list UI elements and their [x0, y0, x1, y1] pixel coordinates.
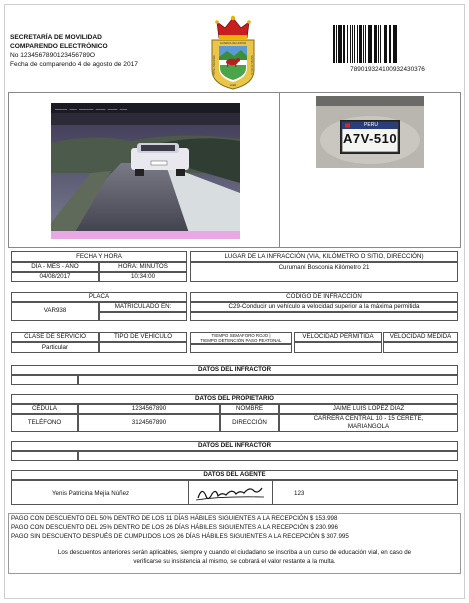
- nombre-value: JAIME LUIS LOPEZ DIAZ: [332, 405, 405, 412]
- telefono-value-box: [78, 414, 220, 432]
- semaforo-label-box: [190, 332, 292, 344]
- seal-text-top: GUARDIA DE HONOR: [219, 42, 247, 45]
- telefono-label: TELÉFONO: [27, 419, 62, 426]
- agente-name: Yenis Patricina Mejía Núñez: [52, 490, 130, 497]
- vel-medida-value-box: [383, 342, 458, 353]
- hora-value: 10:34:00: [130, 273, 156, 280]
- codigo-heading-box: [190, 292, 458, 302]
- infractor2-cell-a: [11, 451, 78, 461]
- lugar-value: Curumaní Bosconia Kilómetro 21: [278, 264, 370, 271]
- vel-permitida-value-box: [294, 342, 382, 353]
- infractor2-heading-box: [11, 441, 458, 451]
- infractor1-cell-b: [78, 375, 458, 385]
- direccion-value-1: CARRERA CENTRAL 10 - 15 CERETE,: [313, 415, 424, 422]
- seal-text-left: HOTEL NACIONAL: [213, 54, 216, 76]
- lugar-value-box: [190, 262, 458, 282]
- hora-label: HORA: MINUTOS: [118, 263, 168, 270]
- infractor1-heading-box: [11, 365, 458, 375]
- fecha-hora-heading-box: [11, 251, 187, 262]
- plate-photo: [316, 96, 424, 168]
- infractor1-heading: DATOS DEL INFRACTOR: [197, 366, 272, 373]
- comparendo-number: No 1234567890123456789O: [10, 52, 96, 59]
- header-block: [10, 33, 138, 69]
- placa-value-box: [11, 302, 99, 321]
- infractor1-cell-a: [11, 375, 78, 385]
- placa-value: VAR938: [43, 307, 67, 314]
- cedula-label: CÉDULA: [31, 405, 58, 412]
- fecha-label-box: [11, 262, 99, 272]
- infractor2-heading: DATOS DEL INFRACTOR: [197, 442, 272, 449]
- agente-row-box: [11, 480, 458, 505]
- telefono-label-box: [11, 414, 78, 432]
- clase-label: CLASE DE SERVICIO: [24, 333, 86, 340]
- pagos-box: [8, 513, 461, 574]
- propietario-heading: DATOS DEL PROPIETARIO: [195, 395, 274, 402]
- plate-number: A7V-510: [342, 131, 398, 146]
- pago-25: PAGO CON DESCUENTO DEL 25% DENTRO DE LOS 26 DÍAS HÁBILES SIGUIENTES A LA RECEPCIÓN $ 230.996: [11, 524, 338, 531]
- header-title-1: SECRETARÍA DE MOVILIDAD: [10, 34, 102, 41]
- cedula-value: 1234567890: [131, 405, 167, 412]
- note-line-2: verificarse su insistencia al mismo, se cobrará el valor restante a la multa.: [133, 558, 336, 565]
- vel-medida-label-box: [383, 332, 458, 342]
- lugar-heading: LUGAR DE LA INFRACCIÓN (VIA, KILÓMETRO O SITIO, DIRECCIÓN): [224, 253, 424, 260]
- agente-heading: DATOS DEL AGENTE: [203, 471, 266, 478]
- nombre-label-box: [220, 404, 279, 414]
- comparendo-date: Fecha de comparendo 4 de agosto de 2017: [10, 61, 138, 68]
- agente-heading-box: [11, 470, 458, 480]
- agente-code: 123: [294, 490, 305, 497]
- cedula-value-box: [78, 404, 220, 414]
- infraction-photo: [51, 103, 240, 239]
- barcode-number: 789019324100932430376: [350, 66, 425, 73]
- agent-signature: [192, 482, 268, 504]
- fecha-hora-heading: FECHA Y HORA: [76, 253, 122, 260]
- placa-heading: PLACA: [88, 293, 110, 300]
- matriculado-label: MATRICULADO EN:: [114, 303, 172, 310]
- direccion-value-2: MARIANGOLA: [347, 423, 390, 430]
- pago-sin-descuento: PAGO SIN DESCUENTO DESPUÉS DE CUMPLIDOS LOS 26 DÍAS HÁBILES SIGUIENTES A LA RECEPCIÓN $ 307.995: [11, 533, 349, 540]
- telefono-value: 3124567890: [131, 419, 167, 426]
- tipo-value-box: [99, 342, 187, 353]
- clase-value: Particular: [41, 344, 69, 351]
- placa-heading-box: [11, 292, 187, 302]
- codigo-value-box: [190, 302, 458, 312]
- matriculado-label-box: [99, 302, 187, 312]
- direccion-label-box: [220, 414, 279, 432]
- nombre-value-box: [279, 404, 458, 414]
- header-title-2: COMPARENDO ELECTRÓNICO: [10, 43, 108, 50]
- tipo-label: TIPO DE VEHÍCULO: [113, 333, 173, 340]
- crown-icon: [215, 16, 251, 39]
- propietario-heading-box: [11, 394, 458, 404]
- semaforo-label-2: TIEMPO DETENCIÓN PASO PEATONAL: [200, 338, 282, 343]
- tipo-label-box: [99, 332, 187, 342]
- barcode: [333, 25, 442, 77]
- clase-value-box: [11, 342, 99, 353]
- direccion-label: DIRECCIÓN: [232, 419, 267, 426]
- fecha-value-box: [11, 272, 99, 282]
- codigo-heading: CÓDIGO DE INFRACCIÓN: [286, 293, 362, 300]
- codigo-extra-box: [190, 312, 458, 321]
- hora-value-box: [99, 272, 187, 282]
- infractor2-cell-b: [78, 451, 458, 461]
- nombre-label: NOMBRE: [235, 405, 264, 412]
- photo-divider: [279, 92, 280, 248]
- note-line-1: Los descuentos anteriores serán aplicables, siempre y cuando el ciudadano se inscriba a un curso de educación vial, en caso de: [57, 549, 412, 556]
- pago-50: PAGO CON DESCUENTO DEL 50% DENTRO DE LOS 11 DÍAS HÁBILES SIGUIENTES A LA RECEPCIÓN $ 153.998: [11, 515, 338, 522]
- seal-text-right: MEDELLIN VILLA: [250, 55, 253, 75]
- cedula-label-box: [11, 404, 78, 414]
- semaforo-label-1: TIEMPO SEMAFORO ROJO |: [211, 333, 271, 338]
- svg-text:▬▬▬▬▬ ▬▬▬ ▬▬▬▬▬▬ ▬▬▬▬ ▬▬▬▬ ▬▬▬: ▬▬▬▬▬ ▬▬▬ ▬▬▬▬▬▬ ▬▬▬▬ ▬▬▬▬ ▬▬▬: [55, 108, 128, 112]
- fecha-value: 04/08/2017: [39, 273, 71, 280]
- municipal-seal: [207, 10, 259, 90]
- vel-medida-label: VELOCIDAD MEDIDA: [389, 333, 452, 340]
- codigo-value: C29-Conducir un vehículo a velocidad superior a la máxima permitida: [228, 303, 420, 310]
- plate-country: PERU: [364, 122, 378, 128]
- semaforo-value-box: [190, 344, 292, 353]
- hora-label-box: [99, 262, 187, 272]
- clase-label-box: [11, 332, 99, 342]
- lugar-heading-box: [190, 251, 458, 262]
- barcode-bar: [397, 25, 399, 63]
- barcode-bars: [333, 25, 442, 63]
- vel-permitida-label-box: [294, 332, 382, 342]
- fecha-label: DÍA - MES - AÑO: [31, 263, 79, 270]
- seal-text-bottom: LLER: [229, 84, 237, 87]
- direccion-value-box: [279, 414, 458, 432]
- vel-permitida-label: VELOCIDAD PERMITIDA: [302, 333, 374, 340]
- matriculado-value-box: [99, 312, 187, 321]
